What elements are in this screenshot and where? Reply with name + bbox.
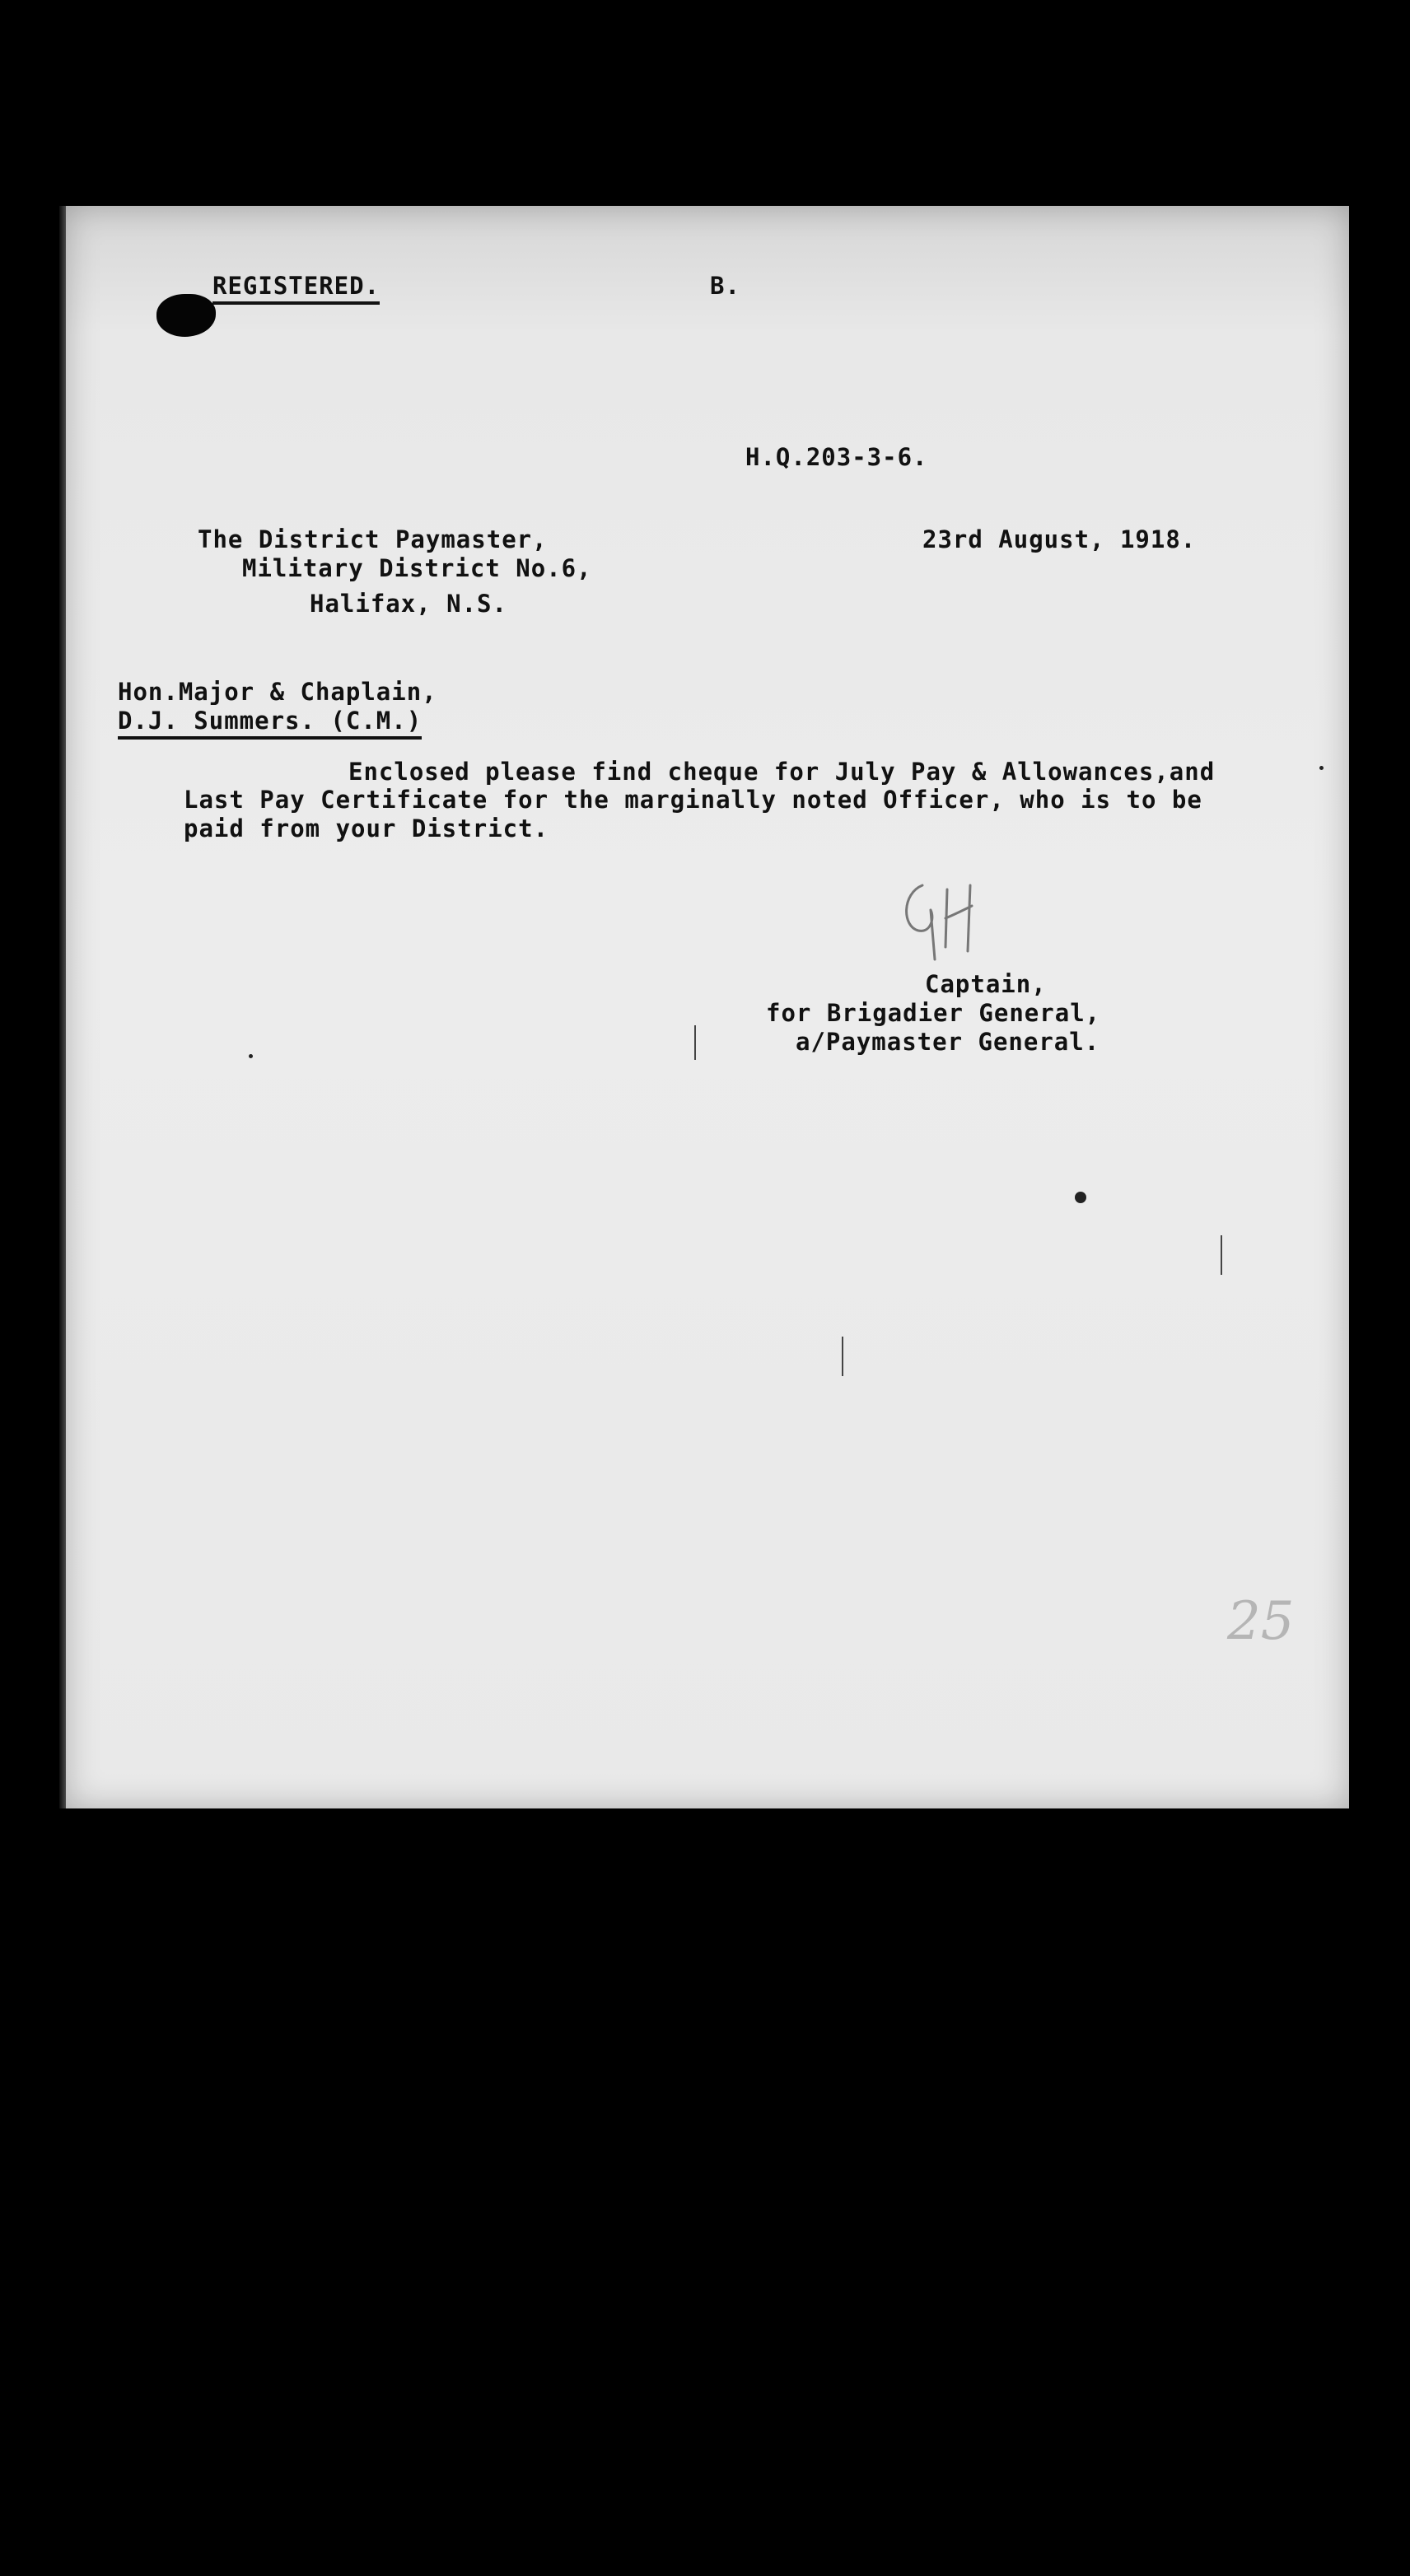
paper-speck	[1319, 766, 1324, 770]
signature-office: a/Paymaster General.	[796, 1028, 1100, 1056]
pencil-folio-mark	[1219, 1565, 1318, 1664]
addressee-line-2: Military District No.6,	[242, 554, 592, 582]
paper-scratch	[1221, 1235, 1222, 1275]
mark-b: B.	[710, 272, 740, 300]
signature-title: Captain,	[925, 970, 1047, 998]
signature-for: for Brigadier General,	[766, 999, 1101, 1027]
svg-text:25: 25	[1227, 1591, 1295, 1652]
handwritten-initials	[898, 869, 988, 968]
body-line-3: paid from your District.	[184, 814, 549, 842]
body-line-1: Enclosed please find cheque for July Pay & Allowances,and	[348, 758, 1216, 786]
margin-officer-name: D.J. Summers. (C.M.)	[118, 707, 422, 740]
paper-speck	[249, 1054, 253, 1058]
registered-stamp: REGISTERED.	[212, 272, 380, 305]
body-line-2: Last Pay Certificate for the marginally noted Officer, who is to be	[184, 786, 1202, 814]
letter-page	[66, 206, 1349, 1808]
addressee-line-1: The District Paymaster,	[198, 525, 548, 553]
margin-rank: Hon.Major & Chaplain,	[118, 678, 437, 706]
paper-speck	[1075, 1192, 1086, 1203]
file-reference: H.Q.203-3-6.	[745, 443, 928, 471]
addressee-line-3: Halifax, N.S.	[310, 590, 507, 618]
paper-scratch	[842, 1337, 843, 1376]
paper-scratch	[694, 1025, 696, 1060]
letter-date: 23rd August, 1918.	[922, 525, 1197, 553]
